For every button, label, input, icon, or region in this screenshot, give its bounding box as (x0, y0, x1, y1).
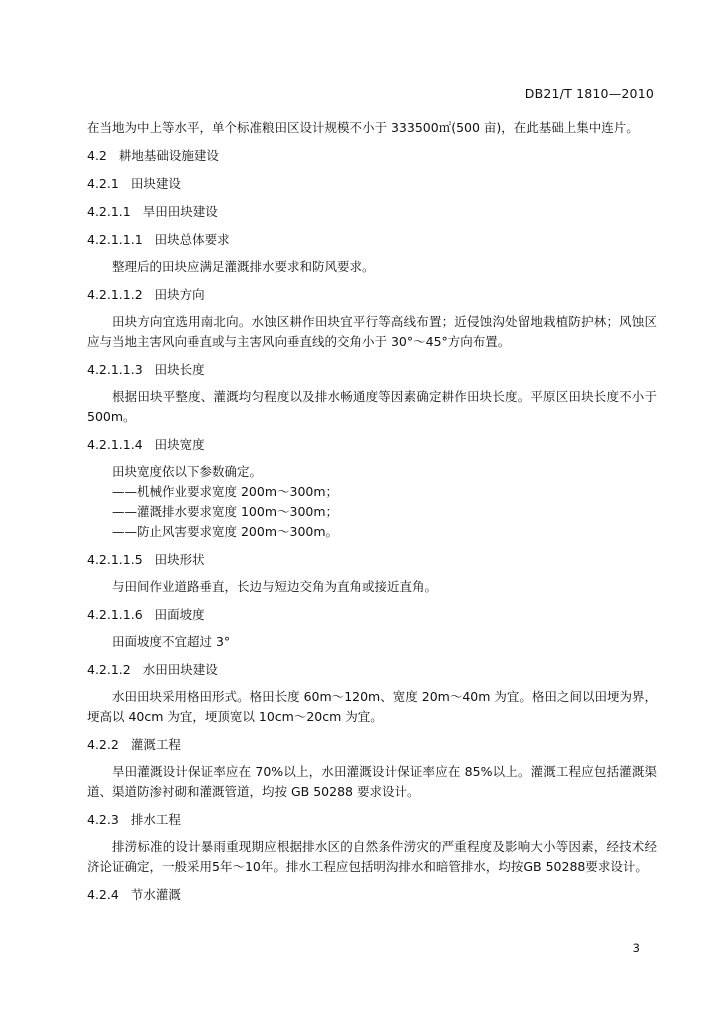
intro-paragraph: 在当地为中上等水平，单个标准粮田区设计规模不小于 333500㎡(500 亩)，在此基础上集中连片。 (87, 120, 639, 135)
section-title: 田面坡度 (154, 607, 205, 622)
section-number: 4.2.3 (87, 812, 119, 827)
document-body (87, 118, 657, 905)
section-heading (87, 435, 657, 455)
body-paragraph: 田面坡度不宜超过 3° (112, 634, 231, 649)
section-number: 4.2.1.1.3 (87, 362, 143, 377)
section-title: 水田田块建设 (142, 662, 218, 677)
section-title: 田块方向 (154, 287, 205, 302)
section-title: 旱田田块建设 (142, 204, 218, 219)
body-paragraph: 旱田灌溉设计保证率应在 70%以上，水田灌溉设计保证率应在 85%以上。灌溉工程应包括灌溉渠道、渠道防渗衬砌和灌溉管道，均按 GB 50288 要求设计。 (87, 764, 657, 799)
section-heading (87, 285, 657, 305)
section-heading (87, 360, 657, 380)
section-title: 节水灌溉 (130, 887, 181, 902)
section-number: 4.2.1.1.4 (87, 437, 143, 452)
section-heading (87, 146, 657, 166)
section-number: 4.2.1.1.2 (87, 287, 143, 302)
section-heading (87, 735, 657, 755)
body-paragraph: 根据田块平整度、灌溉均匀程度以及排水畅通度等因素确定耕作田块长度。平原区田块长度不小于 500m。 (87, 389, 657, 424)
section-heading (87, 660, 657, 680)
section-title: 田块宽度 (154, 437, 205, 452)
section-heading (87, 605, 657, 625)
section-number: 4.2.1.1.6 (87, 607, 143, 622)
body-paragraph: 整理后的田块应满足灌溉排水要求和防风要求。 (112, 259, 375, 274)
section-heading (87, 202, 657, 222)
section-number: 4.2.1.1 (87, 204, 131, 219)
body-paragraph: 排涝标准的设计暴雨重现期应根据排水区的自然条件涝灾的严重程度及影响大小等因素，经技术经济论证确定，一般采用5年～10年。排水工程应包括明沟排水和暗管排水，均按GB 50288要求设计。 (87, 839, 657, 874)
page-number: 3 (632, 941, 640, 955)
section-heading (87, 174, 657, 194)
section-title: 田块长度 (154, 362, 205, 377)
list-item: ——机械作业要求宽度 200m～300m； (112, 484, 339, 499)
section-heading (87, 810, 657, 830)
section-title: 田块总体要求 (154, 232, 230, 247)
standard-code: DB21/T 1810—2010 (524, 86, 654, 101)
section-number: 4.2 (87, 148, 107, 163)
section-title: 田块建设 (130, 176, 181, 191)
list-item: ——防止风害要求宽度 200m～300m。 (112, 524, 339, 539)
section-heading (87, 230, 657, 250)
list-item: ——灌溉排水要求宽度 100m～300m； (112, 504, 339, 519)
section-title: 排水工程 (130, 812, 181, 827)
section-title: 耕地基础设施建设 (118, 148, 219, 163)
body-paragraph: 田块方向宜选用南北向。水蚀区耕作田块宜平行等高线布置；近侵蚀沟处留地栽植防护林；风蚀区应与当地主害风向垂直或与主害风向垂直线的交角小于 30°～45°方向布置。 (87, 314, 657, 349)
body-paragraph: 水田田块采用格田形式。格田长度 60m～120m、宽度 20m～40m 为宜。格田之间以田埂为界，埂高以 40cm 为宜，埂顶宽以 10cm～20cm 为宜。 (87, 689, 657, 724)
section-number: 4.2.1.2 (87, 662, 131, 677)
section-number: 4.2.1.1.5 (87, 552, 143, 567)
section-number: 4.2.1 (87, 176, 119, 191)
body-paragraph: 与田间作业道路垂直，长边与短边交角为直角或接近直角。 (112, 579, 438, 594)
section-title: 灌溉工程 (130, 737, 181, 752)
section-heading (87, 885, 657, 905)
body-paragraph: 田块宽度依以下参数确定。 (112, 464, 263, 479)
section-number: 4.2.1.1.1 (87, 232, 143, 247)
section-number: 4.2.2 (87, 737, 119, 752)
section-number: 4.2.4 (87, 887, 119, 902)
section-title: 田块形状 (154, 552, 205, 567)
section-heading (87, 550, 657, 570)
